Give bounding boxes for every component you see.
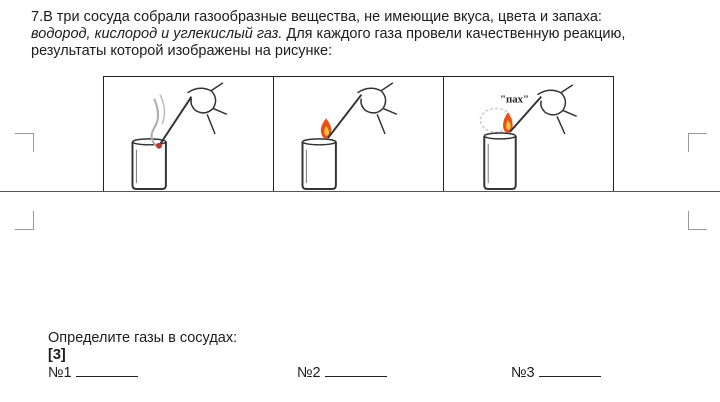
answer-1-label: №1: [48, 365, 72, 381]
answer-2-label: №2: [297, 365, 321, 381]
answer-1-blank[interactable]: [76, 363, 138, 377]
question-line-1: 7.В три сосуда собрали газообразные вещества, не имеющие вкуса, цвета и запаха:: [31, 9, 602, 25]
task-block: [48, 330, 237, 364]
beaker-extinguished-illustration: [104, 77, 273, 191]
beaker-pop-illustration: [444, 77, 613, 191]
reaction-figure: [103, 76, 614, 192]
gas-list: водород, кислород и углекислый газ.: [31, 26, 283, 42]
beaker-flame-illustration: [274, 77, 443, 191]
page-corner-mark: [15, 133, 34, 152]
panel-2: [274, 77, 444, 191]
question-line-2: [31, 26, 691, 43]
answer-2-blank[interactable]: [325, 363, 387, 377]
page-divider: [0, 191, 720, 192]
page-corner-mark: [688, 133, 707, 152]
pop-label: "пах": [500, 93, 530, 106]
answer-1: [48, 363, 138, 381]
answer-3-label: №3: [511, 365, 535, 381]
score: [3]: [48, 347, 66, 363]
answer-2: [297, 363, 387, 381]
panel-1: [104, 77, 274, 191]
question-line-2-rest: Для каждого газа провели качественную реакцию,: [282, 26, 626, 42]
task-prompt: Определите газы в сосудах:: [48, 330, 238, 346]
page-corner-mark: [15, 211, 34, 230]
page-corner-mark: [688, 211, 707, 230]
question-text: [31, 9, 691, 60]
answer-3: [511, 363, 601, 381]
answer-3-blank[interactable]: [539, 363, 601, 377]
question-line-3: результаты которой изображены на рисунке:: [31, 43, 333, 59]
panel-3: [444, 77, 613, 191]
